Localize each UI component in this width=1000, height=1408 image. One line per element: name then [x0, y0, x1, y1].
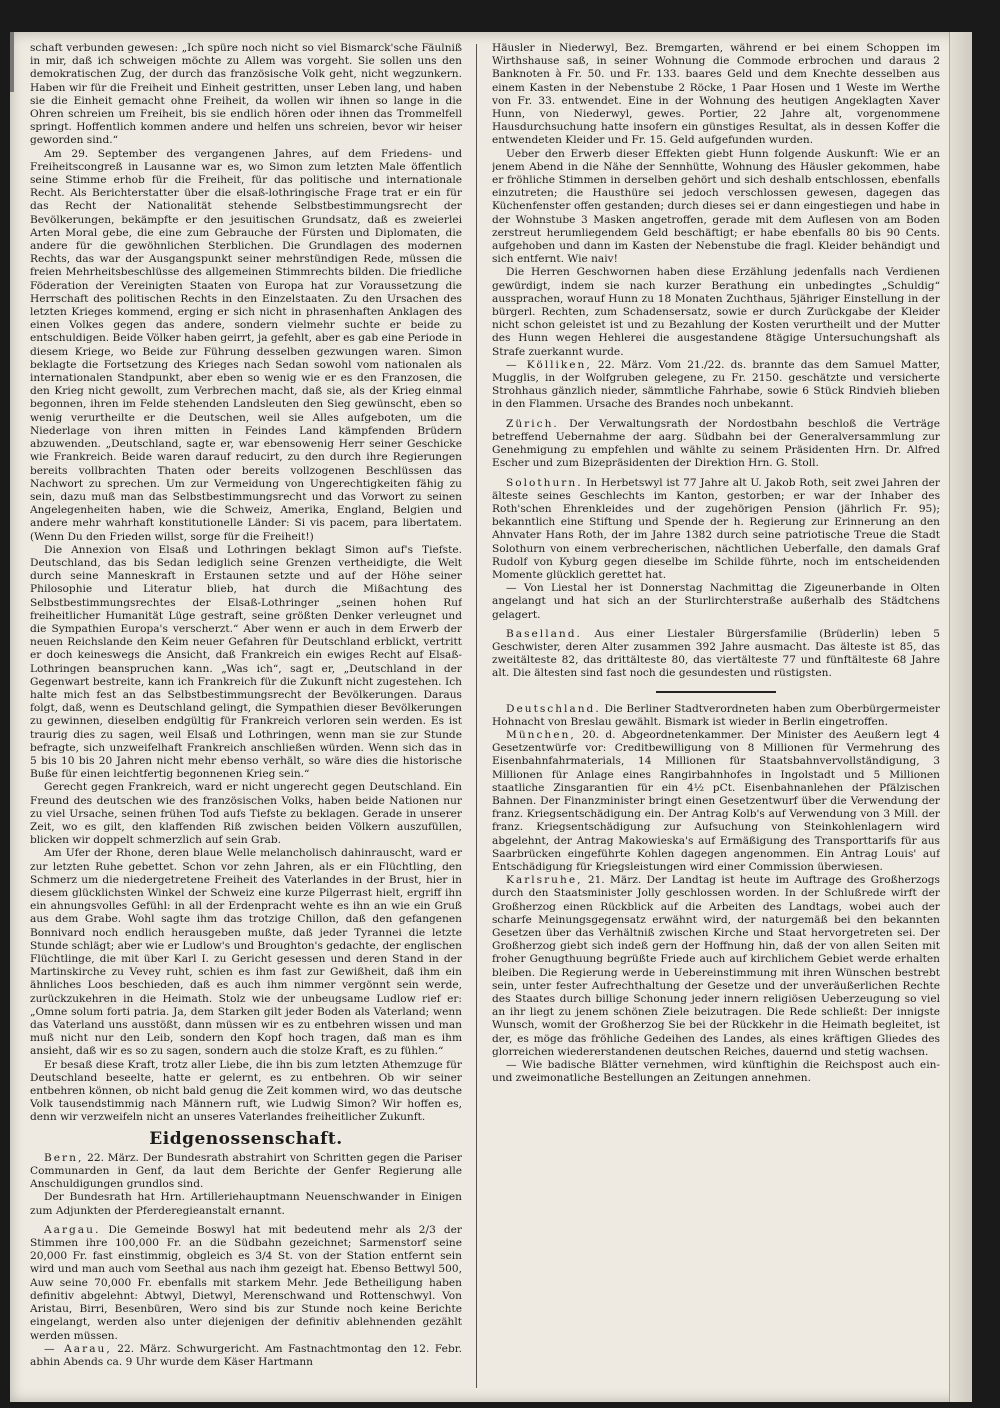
news-zuerich-text: Der Verwaltungsrath der Nordostbahn beschloß die Verträge betreffend Uebernahme der aarg. Südbahn bei der Generalversammlung zur Genehmigung zu empfehlen und wählte zu seinem Präsidenten Hrn. Dr. Alfred Escher und zum Bizepräsidenten der Direktion Hrn. G. Stoll.	[492, 417, 940, 470]
place-bern: Bern,	[44, 1151, 84, 1164]
section-rule	[656, 691, 776, 693]
news-muenchen-text: 20. d. Abgeordnetenkammer. Der Minister des Aeußern legt 4 Gesetzentwürfe vor: Creditbewilligung von 8 Millionen für Vermehrung des Eisenbahnfahrmaterials, 14 Millionen für Staatsbahnvervollständigung, 3 Millionen für Anlage eines Rangirbahnhofes in Ingolstadt und 5 Millionen staatliche Zinsgarantien für ein 4½ pCt. Eisenbahnanlehen der Pfälzischen Bahnen. Der Finanzminister bringt einen Gesetzentwurf über die Verwendung der franz. Kriegsentschädigung ein. Der Antrag Kolb's auf Verwendung von 3 Mill. der franz. Kriegsentschädigung zur Aufsuchung von Steinkohlenlagern wird abgelehnt, der Antrag Makowieska's auf Ermäßigung des Transporttarifs für aus Saarbrücken eingeführte Kohlen dagegen angenommen. Ein Antrag Louis' auf Entschädigung für Kriegsleistungen wird einer Commission überwiesen.	[492, 728, 940, 873]
news-aarau-text: 22. März. Schwurgericht. Am Fastnachtmontag den 12. Febr. abhin Abends ca. 9 Uhr wurde dem Käser Hartmann	[30, 1342, 462, 1368]
news-solothurn	[492, 477, 940, 583]
simon-paragraph-4: Gerecht gegen Frankreich, ward er nicht ungerecht gegen Deutschland. Ein Freund des deutschen wie des französischen Volks, haben beide Nationen nur zu viel Ursache, seinen frühen Tod aufs Tiefste zu beklagen. Gerade in unserer Zeit, wo es gilt, den klaffenden Riß zwischen beiden Völkern auszufüllen, blicken wir doppelt schmerzlich auf sein Grab.	[30, 781, 462, 847]
news-liestal: — Von Liestal her ist Donnerstag Nachmittag die Zigeunerbande in Olten angelangt und hat sich an der Sturlirchterstraße außerhalb des Städtchens gelagert.	[492, 582, 940, 621]
news-bern-2: Der Bundesrath hat Hrn. Artilleriehauptmann Neuenschwander in Einigen zum Adjunkten der Pferderegieanstalt ernannt.	[30, 1191, 462, 1217]
news-solothurn-text: In Herbetswyl ist 77 Jahre alt U. Jakob Roth, seit zwei Jahren der älteste seines Geschlechts im Kanton, gestorben; er war der Inhaber des Roth'schen Ehrenkleides und der zugehörigen Pension (jährlich Fr. 95); bekanntlich eine Stiftung und Spende der h. Regierung zur Erinnerung an den Ahnvater Hans Roth, der im Jahre 1382 durch seine patriotische Treue die Stadt Solothurn von einem verbrecherischen, nächtlichen Ueberfalle, den damals Graf Rudolf von Kyburg gegen dieselbe im Schilde führte, noch im entscheidenden Momente glücklich gerettet hat.	[492, 476, 940, 581]
newspaper-page	[10, 32, 972, 1402]
place-karlsruhe: Karlsruhe,	[506, 874, 583, 887]
simon-paragraph-1: schaft verbunden gewesen: „Ich spüre noch nicht so viel Bismarck'sche Fäulniß in mir, daß ich schweigen möchte zu Allem was vorgeht. Sie sollen uns den demokratischen Zug, der durch das französische Volk geht, nicht wegzunkern. Haben wir für die Freiheit und Einheit gestritten, unser Leben lang, und haben sie die Einheit gemacht ohne Freiheit, da wollen wir ihnen so lange in die Ohren schreien um Freiheit, bis sie endlich hören oder ihnen das Trommelfell springt. Hoffentlich kommen andere und helfen uns schreien, bevor wir heiser geworden sind.“	[30, 42, 462, 147]
news-karlsruhe-text: 21. März. Der Landtag ist heute im Auftrage des Großherzogs durch den Staatsminister Jolly geschlossen worden. In der Schlußrede wirft der Großherzog einen Rückblick auf die Arbeiten des Landtags, wobei auch der scharfe Meinungsgegensatz erwähnt wird, der naturgemäß bei den bekannten Gesetzen über das Verhältniß zwischen Kirche und Staat hervorgetreten sei. Der Großherzog giebt sich indeß gern der Hoffnung hin, daß der von allen Seiten mit froher Genugthuung begrüßte Friede auch auf kirchlichem Gebiet werde erhalten bleiben. Die Regierung werde in Uebereinstimmung mit ihren Wünschen bestrebt sein, unter fester Aufrechthaltung der Gesetze und der unveräußerlichen Rechte des Staates durch billige Schonung jeder innern religiösen Ueberzeugung so viel an ihr liegt zu jenem schönen Ziele beizutragen. Die Rede schließt: Der innigste Wunsch, womit der Großherzog Sie bei der Rückkehr in die Heimath begleitet, ist der, es möge das fröhliche Gedeihen des Landes, als eines kräftigen Gliedes des glorreichen wiedererstandenen deutschen Reiches, dauernd und stetig wachsen.	[492, 874, 940, 1058]
simon-paragraph-2: Am 29. September des vergangenen Jahres, auf dem Friedens- und Freiheitscongreß in Lausanne war es, wo Simon zum letzten Male öffentlich seine Stimme erhob für die Freiheit, für das politische und internationale Recht. Als Berichterstatter über die elsaß-lothringische Frage trat er ein für das Recht der Nationalität stehende Selbstbestimmungsrecht der Bevölkerungen, bekämpfte er den jesuitischen Grundsatz, daß es zweierlei Arten Moral gebe, die eine zum Gebrauche der Fürsten und Diplomaten, die andere für die gewöhnlichen Sterblichen. Die Grundlagen des modernen Rechts, das war der Ausgangspunkt seiner mehrstündigen Rede, müssen die freien Mehrheitsbeschlüsse des allgemeinen Stimmrechts bilden. Die friedliche Föderation der Vereinigten Staaten von Europa hat zur Voraussetzung die Herrschaft des politischen Rechts in den Einzelstaaten. Zu den Ursachen des letzten Krieges kommend, erging er sich nicht in phrasenhaften Anklagen des einen Volkes gegen das andere, sondern vielmehr suchte er beide zu entschuldigen. Beide Völker haben geirrt, ja gefehlt, aber es gab eine Periode in diesem Kriege, wo Beide zur Führung desselben gezwungen waren. Simon beklagte die Fortsetzung des Krieges nach Sedan sowohl vom nationalen als internationalen Standpunkt, aber eben so wenig wie er es den Franzosen, die den Krieg nicht gewollt, zum Verbrechen macht, daß sie, als der Krieg einmal begonnen, ihren im Felde stehenden Landsleuten den Sieg gewünscht, eben so wenig verurtheilte er die Deutschen, weil sie Alles aufgeboten, um die Niederlage von ihren mitten in Feindes Land kämpfenden Brüdern abzuwenden. „Deutschland, sagte er, war ebensowenig Herr seiner Geschicke wie Frankreich. Beide waren darauf reducirt, zu den durch ihre Regierungen bereits vollbrachten Thaten oder bereits vollzogenen Beschlüssen das Nachwort zu sprechen. Um zur Vermeidung von Ungerechtigkeiten fähig zu sein, dazu muß man das Selbstbestimmungsrecht und das Vorwort zu seinen Angelegenheiten haben, wie die Schweiz, Amerika, England, Belgien und andere mehr wahrhaft konstitutionelle Länder: Si vis pacem, para libertatem. (Wenn Du den Frieden willst, sorge für die Freiheit!)	[30, 147, 462, 543]
news-koelliken	[492, 359, 940, 412]
place-baselland: Baselland.	[506, 627, 582, 640]
news-aargau	[30, 1224, 462, 1343]
aarau-continued-3: Die Herren Geschwornen haben diese Erzählung jedenfalls nach Verdienen gewürdigt, indem sie nach kurzer Berathung ein unbedingtes „Schuldig“ aussprachen, worauf Hunn zu 18 Monaten Zuchthaus, 5jähriger Einstellung in der bürgerl. Rechten, zum Schadensersatz, sowie er durch Zurückgabe der Kleider nicht schon geleistet ist und zu Bezahlung der Kosten verurtheilt und der Mutter des Hunn wegen Hehlerei die ausgestandene 8tägige Untersuchungshaft als Strafe zuerkannt wurde.	[492, 266, 940, 358]
place-zuerich: Zürich.	[506, 417, 559, 430]
place-koelliken: — Kölliken,	[506, 358, 592, 371]
news-baselland-text: Aus einer Liestaler Bürgersfamilie (Brüderlin) leben 5 Geschwister, deren Alter zusammen 392 Jahre ausmacht. Das älteste ist 85, das zweitälteste 82, das drittälteste 80, das viertälteste 77 und fünftälteste 68 Jahre alt. Die ältesten sind fast noch die gesundesten und rüstigsten.	[492, 627, 940, 680]
aarau-continued-2: Ueber den Erwerb dieser Effekten giebt Hunn folgende Auskunft: Wie er an jenem Abend in die Nähe der Sennhütte, Wohnung des Häusler gekommen, habe er fröhliche Stimmen in derselben gehört und sich deshalb entschlossen, ebenfalls einzutreten; die Hausthüre sei jedoch verschlossen gewesen, dagegen das Küchenfenster offen gestanden; durch dieses sei er dann eingestiegen und habe in der Wohnstube 3 Masken angetroffen, gerade mit dem Auflesen von am Boden zerstreut herumliegendem Geld beschäftigt; er habe ebenfalls 80 bis 90 Cents. aufgehoben und dann im Kasten der Nebenstube die fragl. Kleider behändigt und sich entfernt. Wie naiv!	[492, 147, 940, 266]
news-muenchen	[492, 729, 940, 874]
place-solothurn: Solothurn.	[506, 476, 583, 489]
page-edge-shadow	[949, 32, 972, 1402]
aarau-continued-1: Häusler in Niederwyl, Bez. Bremgarten, während er bei einem Schoppen im Wirthshause saß, in seiner Wohnung die Commode erbrochen und daraus 2 Banknoten à Fr. 50. und Fr. 133. baares Geld und dem Knechte desselben aus einem Kasten in der Nebenstube 2 Röcke, 1 Paar Hosen und 1 Weste im Werthe von Fr. 33. entwendet. Eine in der Wohnung des heutigen Angeklagten Xaver Hunn, von Niederwyl, gewes. Portier, 22 Jahre alt, vorgenommene Hausdurchsuchung hatte insofern ein günstiges Resultat, als in dessen Koffer die entwendeten Kleider und Fr. 15. Geld aufgefunden wurden.	[492, 42, 940, 147]
simon-paragraph-6: Er besaß diese Kraft, trotz aller Liebe, die ihn bis zum letzten Athemzuge für Deutschland beseelte, hatte er gelernt, es zu entbehren. Ob wir seiner entbehren können, ob nicht bald genug die Zeit kommen wird, wo das deutsche Volk tausendstimmig nach Männern ruft, wie Ludwig Simon? Wir hoffen es, denn wir verzweifeln nicht an unseres Vaterlandes freiheitlicher Zukunft.	[30, 1058, 462, 1124]
news-baden: — Wie badische Blätter vernehmen, wird künftighin die Reichspost auch ein- und zweimonatliche Bestellungen an Zeitungen annehmen.	[492, 1059, 940, 1085]
place-muenchen: München,	[506, 728, 576, 741]
section-heading-eidgenossenschaft: Eidgenossenschaft.	[149, 1128, 343, 1149]
place-deutschland: Deutschland.	[506, 702, 601, 715]
scan-edge-mark	[10, 32, 14, 92]
news-baselland	[492, 628, 940, 681]
news-koelliken-text: 22. März. Vom 21./22. ds. brannte das dem Samuel Matter, Mugglis, in der Wolfgruben gelegene, zu Fr. 2150. geschätzte und versicherte Strohhaus gänzlich nieder, sämmtliche Fahrhabe, sowie 6 Stück Rindvieh blieben in den Flammen. Ursache des Brandes noch unbekannt.	[492, 358, 940, 411]
news-deutschland-text: Die Berliner Stadtverordneten haben zum Oberbürgermeister Hohnacht von Breslau gewählt. Bismark ist wieder in Berlin eingetroffen.	[492, 702, 940, 728]
place-aarau: — Aarau,	[44, 1342, 112, 1355]
simon-paragraph-3: Die Annexion von Elsaß und Lothringen beklagt Simon auf's Tiefste. Deutschland, das bis Sedan lediglich seine Grenzen vertheidigte, die Welt durch seine Manneskraft in Erstaunen setzte und auf der Höhe seiner Philosophie und Literatur blieb, hat durch die Mißachtung des Selbstbestimmungsrechtes der Elsaß-Lothringer „seinen hohen Ruf freiheitlicher Humanität Lüge gestraft, seine größten Denker verleugnet und die Sympathien Europa's verscherzt.“ Aber wenn er auch in dem Erwerb der neuen Reichslande den Keim neuer Gefahren für Deutschland erblickt, vertritt er doch keineswegs die Ansicht, daß Frankreich ein ewiges Recht auf Elsaß-Lothringen beanspruchen kann. „Was ich“, sagt er, „Deutschland in der Gegenwart bestreite, kann ich Frankreich für die Zukunft nicht zugestehen. Ich halte mich fest an das Selbstbestimmungsrecht der Bevölkerungen. Daraus folgt, daß, wenn es Deutschland gelingt, die Sympathien dieser Bevölkerungen zu gewinnen, dieselben endgültig für Frankreich verloren sein werden. Es ist traurig dies zu sagen, weil Elsaß und Lothringen, wenn man sie zur Stunde befragte, sich unzweifelhaft Frankreich anschließen würden. Wenn sich das in 5 bis 10 bis 20 Jahren nicht mehr ebenso verhält, so wäre dies die historische Buße für einen leichtfertig begonnenen Krieg sein.“	[30, 543, 462, 781]
place-aargau: Aargau.	[44, 1223, 101, 1236]
news-karlsruhe	[492, 874, 940, 1059]
right-column	[492, 42, 940, 1392]
news-bern	[30, 1152, 462, 1192]
column-divider	[476, 44, 477, 1388]
news-deutschland	[492, 703, 940, 729]
news-aarau	[30, 1343, 462, 1369]
news-bern-text: 22. März. Der Bundesrath abstrahirt von Schritten gegen die Pariser Communarden in Genf, da laut dem Berichte der Genfer Regierung alle Anschuldigungen grundlos sind.	[30, 1151, 462, 1191]
news-zuerich	[492, 418, 940, 471]
news-aargau-text: Die Gemeinde Boswyl hat mit bedeutend mehr als 2/3 der Stimmen ihre 100,000 Fr. an die Südbahn gezeichnet; Sarmenstorf seine 20,000 Fr. fast einstimmig, obgleich es 3/4 St. von der Station entfernt sein wird und man auch vom Seethal aus nach ihm gezeigt hat. Ebenso Bettwyl 500, Auw seine 70,000 Fr. ebenfalls mit starkem Mehr. Jede Betheiligung haben definitiv abgelehnt: Abtwyl, Dietwyl, Merenschwand und Rottenschwyl. Von Aristau, Birri, Besenbüren, Wero sind bis zur Stunde noch keine Berichte eingelangt, werden also unter diejenigen der definitiv ablehnenden gezählt werden müssen.	[30, 1223, 462, 1342]
simon-paragraph-5: Am Ufer der Rhone, deren blaue Welle melancholisch dahinrauscht, ward er zur letzten Ruhe gebettet. Schon vor zehn Jahren, als er ein Flüchtling, den Schmerz um die niedergetretene Freiheit des Vaterlandes in der Brust, hier in diesem glücklichsten Winkel der Schweiz eine kurze Pilgerrast hielt, ergriff ihn ein ahnungsvolles Gefühl: in all der Erdenpracht wehte es ihn an wie ein Gruß aus dem Grabe. Wohl sagte ihm das trotzige Chillon, daß den gefangenen Bonnivard noch endlich herausgeben mußte, daß jeder Tyrannei die letzte Stunde schlägt; aber wie er Ludlow's und Broughton's gedachte, der englischen Flüchtlinge, die mit über Karl I. zu Gericht gesessen und deren Stand in der Martinskirche zu Vevey ruht, schien es ihm fast zur Gewißheit, daß ihm ein ähnliches Loos beschieden, daß es auch ihm nimmer vergönnt sein werde, zurückzukehren in die Heimath. Stolz wie der unbeugsame Ludlow rief er: „Omne solum forti patria. Ja, dem Starken gilt jeder Boden als Vaterland; wenn das Vaterland uns ausstößt, dann müssen wir es zu entbehren wissen und man muß nicht nur den Leib, sondern den Kopf hoch tragen, daß man es ihm ansieht, daß wir es so zu sagen, sondern auch die stolze Kraft, es zu fühlen.“	[30, 847, 462, 1058]
left-column	[30, 42, 462, 1392]
